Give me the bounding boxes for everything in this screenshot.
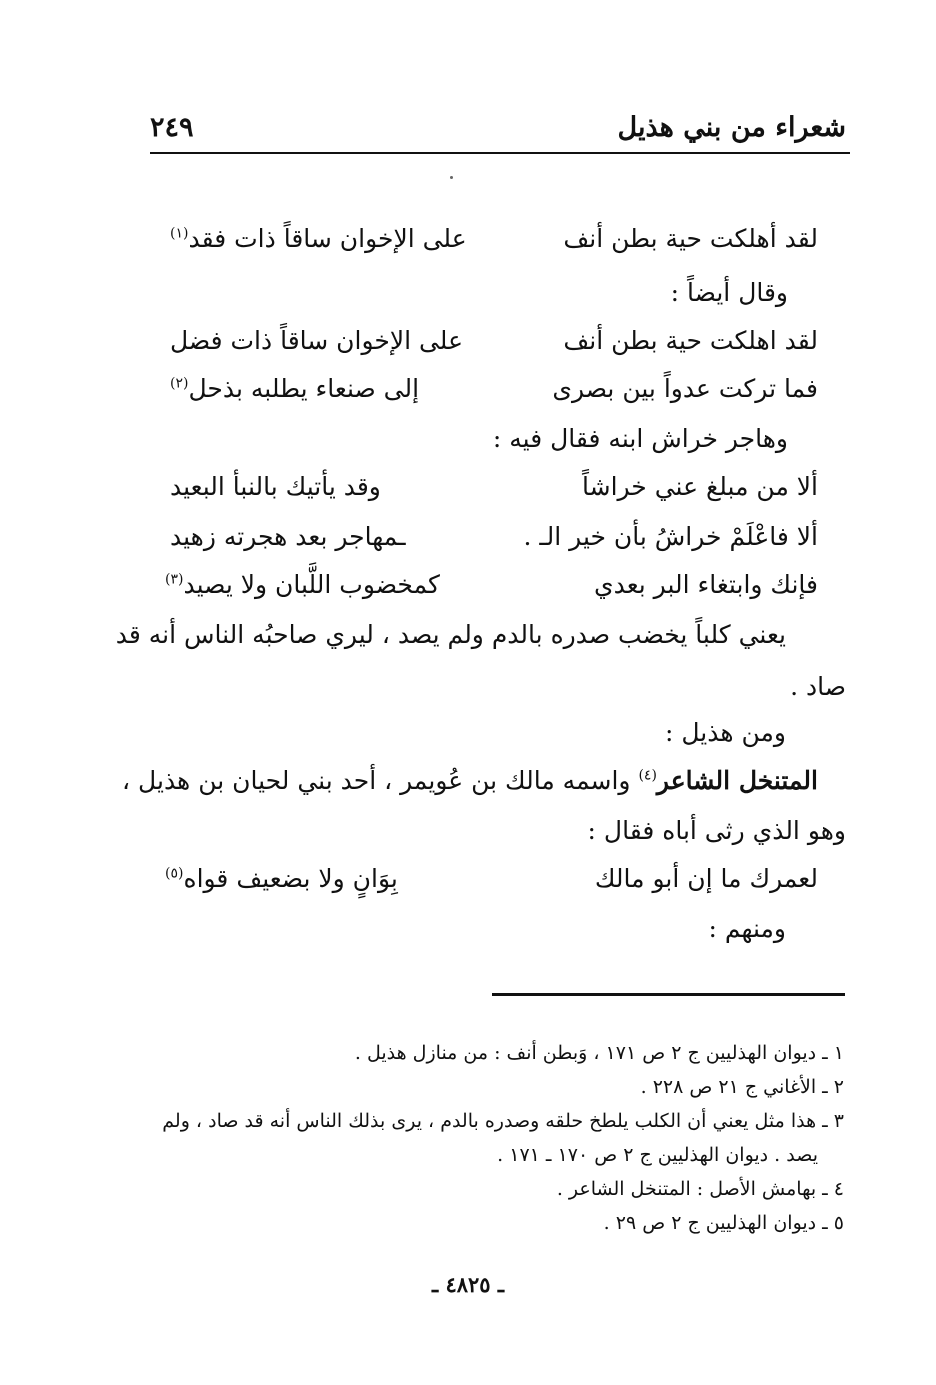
verse-left-hemistich [165,864,398,893]
footnote-ref: (٢) [170,375,189,392]
hemistich-text: إلى صنعاء يطلبه بذحل [188,374,420,403]
folio-number: ـ ٤٨٢٥ ـ [431,1272,505,1297]
footnote: يصد . ديوان الهذليين ج ٢ ص ١٧٠ ـ ١٧١ . [497,1144,818,1166]
commentary-line: يعني كلباً يخضب صدره بالدم ولم يصد ، ليري صاحبُه الناس أنه قد [115,620,786,649]
verse-right-hemistich: فما تركت عدواً بين بصرى [552,374,818,403]
speck [450,176,453,179]
closing-line: ومنهم : [708,914,786,943]
footnote: ٢ ـ الأغاني ج ٢١ ص ٢٢٨ . [640,1076,844,1098]
verse-5 [170,522,818,570]
footnote-ref: (٥) [165,865,184,882]
footnote-ref: (٣) [165,571,184,588]
intro-line: وهاجر خراش ابنه فقال فيه : [492,424,788,453]
hemistich-text: كمخضوب اللَّبان ولا يصيد [183,570,440,599]
verse-left-hemistich: ـمهاجر بعد هجرته زهيد [170,522,406,551]
verse-left-hemistich [170,224,467,253]
section-heading: ومن هذيل : [664,718,786,747]
verse-left-hemistich [165,570,440,599]
bio-text: واسمه مالك بن عُويمر ، أحد بني لحيان بن هذيل ، [122,766,639,795]
poet-name: المتنخل الشاعر [656,766,818,795]
hemistich-text: بِوَانٍ ولا بضعيف قواه [183,864,398,893]
intro-line: وقال أيضاً : [670,278,788,307]
footnote-ref: (٤) [638,767,657,784]
verse-left-hemistich: على الإخوان ساقاً ذات فضل [170,326,464,355]
verse-6 [165,570,818,618]
verse-right-hemistich: ألا فاعْلَمْ خراشُ بأن خير الـ . [523,522,818,551]
footnote: ١ ـ ديوان الهذليين ج ٢ ص ١٧١ ، وَبطن أنف : من منازل هذيل . [354,1042,844,1064]
bio-line [122,766,818,795]
verse-right-hemistich: لعمرك ما إن أبو مالك [594,864,818,893]
verse-right-hemistich: لقد أهلكت حية بطن أنف [563,224,818,253]
running-title: شعراء من بني هذيل [617,112,846,143]
verse-4 [170,472,818,520]
verse-right-hemistich: ألا من مبلغ عني خراشاً [582,472,818,501]
verse-right-hemistich: لقد اهلكت حية بطن أنف [563,326,818,355]
page-number: ٢٤٩ [150,112,194,143]
footnote-ref: (١) [170,225,189,242]
footnote-rule [492,993,845,996]
verse-1 [170,224,818,272]
footnote: ٣ ـ هذا مثل يعني أن الكلب يلطخ حلقه وصدره بالدم ، يرى بذلك الناس أنه قد صاد ، ولم [162,1110,844,1132]
verse-left-hemistich [170,374,419,403]
bio-line: وهو الذي رثى أباه فقال : [587,816,846,845]
verse-2 [170,326,818,374]
footnote: ٤ ـ بهامش الأصل : المتنخل الشاعر . [556,1178,844,1200]
hemistich-text: على الإخوان ساقاً ذات فقد [188,224,467,253]
commentary-line: صاد . [790,672,846,701]
verse-right-hemistich: فإنك وابتغاء البر بعدي [594,570,818,599]
verse-3 [170,374,818,422]
verse-left-hemistich: وقد يأتيك بالنبأ البعيد [170,472,381,501]
verse-7 [165,864,818,912]
footnote: ٥ ـ ديوان الهذليين ج ٢ ص ٢٩ . [603,1212,844,1234]
header-rule [150,152,850,154]
